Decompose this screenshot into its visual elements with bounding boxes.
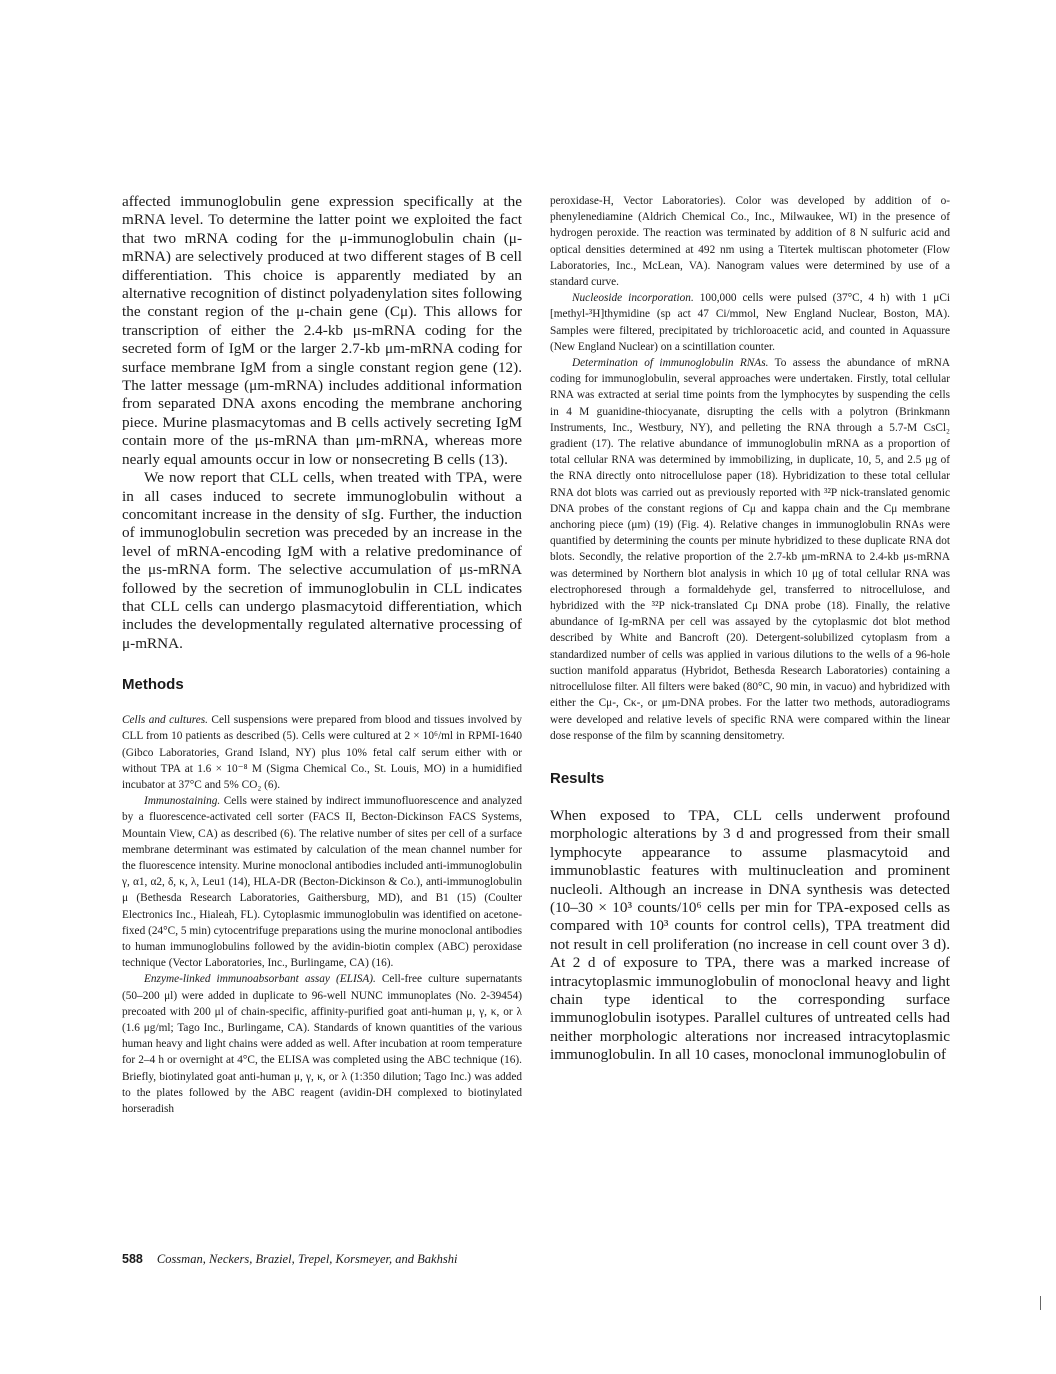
run-in-heading: Immunostaining.: [144, 795, 221, 808]
left-column: [122, 193, 522, 1117]
intro-paragraph: We now report that CLL cells, when treated with TPA, were in all cases induced to secrete immunoglobulin without a concomitant increase in the density of sIg. Further, the induction of immunoglobulin secretion was preceded by an increase in the level of mRNA-encoding IgM with a relative predominance of the μs-mRNA form. The selective accumulation of μs-mRNA followed by the secretion of immunoglobulin in CLL indicates that CLL cells can undergo plasmacytoid differentiation, which includes the developmentally regulated alternative processing of μ-mRNA.: [122, 469, 522, 652]
paragraph-body: To assess the abundance of mRNA coding for immunoglobulin, several approaches were undertaken. Firstly, total cellular RNA was extracted at serial time points from the lymphocytes by suspending the cells in 4 M guanidine-thiocyanate, disrupting the cells with a polytron (Brinkmann Instruments, Inc., Westbury, NY), and pelleting the RNA through a 5.7-M CsCl₂ gradient (17). The relative abundance of immunoglobulin mRNA as a proportion of total cellular RNA was determined by immobilizing, in duplicate, 10, 5, and 2.5 μg of the RNA directly onto nitrocellulose paper (18). Hybridization to these total cellular RNA dot blots was carried out as previously reported with ³²P nick-translated genomic DNA probes of the constant regions of Cμ and kappa chain and the Cμ membrane anchoring piece (μm) (19) (Fig. 4). Relative changes in immunoglobulin RNAs were quantified by determining the counts per minute hybridized to these duplicate RNA dot blots. Secondly, the relative proportion of the 2.7-kb μm-mRNA to 2.4-kb μs-mRNA was determined by Northern blot analysis in which 10 μg of total cellular RNA was electrophoresed through a formaldehyde gel, transferred to nitrocellulose, and hybridized with the ³²P nick-translated Cμ DNA probe (18). Finally, the relative abundance of Ig-mRNA per cell was assayed by the cytoplasmic dot blot method described by White and Bancroft (20). Detergent-solubilized cytoplasm from a standardized number of cells was applied in various dilutions to the wells of a 96-hole suction manifold apparatus (Hybridot, Bethesda Research Laboratories) containing a nitrocellulose filter. All filters were baked (80°C, 90 min, in vacuo) and hybridized with either the Cμ-, Cκ-, or μm-DNA probes. For the latter two methods, autoradiograms were developed and relative levels of specific RNA were compared within the linear dose response of the film by scanning densitometry.: [550, 357, 950, 742]
paragraph-body: Cell-free culture supernatants (50–200 μl) were added in duplicate to 96-well NUNC immunoplates (No. 2-39454) precoated with 200 μl of chain-specific, affinity-purified goat anti-human μ, γ, κ, or λ (1.6 μg/ml; Tago Inc., Burlingame, CA). Standards of known quantities of the various human heavy and light chains were added as well. After incubation at room temperature for 2–4 h or overnight at 4°C, the ELISA was completed using the ABC technique (16). Briefly, biotinylated goat anti-human μ, γ, κ, or λ (1:350 dilution; Tago Inc.) was added to the plates followed by the ABC reagent (avidin-DH complexed to biotinylated horseradish: [122, 973, 522, 1116]
paragraph-body: Cell suspensions were prepared from blood and tissues involved by CLL from 10 patients as described (5). Cells were cultured at 2 × 10⁶/ml in RPMI-1640 (Gibco Laboratories, Grand Island, NY) plus 10% fetal calf serum either with or without TPA at 1.6 × 10⁻⁸ M (Sigma Chemical Co., St. Louis, MO) in a humidified incubator at 37°C and 5% CO₂ (6).: [122, 714, 522, 791]
scan-edge-mark: [1040, 1296, 1041, 1310]
paragraph-body: 100,000 cells were pulsed (37°C, 4 h) with 1 μCi [methyl-³H]thymidine (sp act 47 Ci/mmol, New England Nuclear, Boston, MA). Samples were filtered, precipitated by trichloroacetic acid, and counted in Aquassure (New England Nuclear) on a scintillation counter.: [550, 292, 951, 353]
intro-paragraph: affected immunoglobulin gene expression specifically at the mRNA level. To determine the latter point we exploited the fact that two mRNA coding for the μ-immunoglobulin chain (μ-mRNA) are selectively produced at two different stages of B cell differentiation. This choice is apparently mediated by an alternative recognition of distinct polyadenylation sites following the constant region of the μ-chain gene (Cμ). This allows for transcription of either the 2.4-kb μs-mRNA coding for the secreted form of IgM or the larger 2.7-kb μm-mRNA coding for surface membrane IgM from a single constant region gene (12). The latter message (μm-mRNA) includes additional information from separated DNA axons encoding the membrane anchoring piece. Murine plasmacytomas and B cells actively secreting IgM contain more of the μs-mRNA than μm-mRNA, whereas more nearly equal amounts occur in low or nonsecreting B cells (13).: [122, 193, 522, 468]
page-number: 588: [122, 1252, 143, 1266]
methods-paragraph-cells-and-cultures: [122, 712, 522, 793]
methods-paragraph-nucleoside-incorporation: [550, 290, 950, 355]
run-in-heading: Enzyme-linked immunoabsorbant assay (ELISA).: [144, 973, 376, 986]
paragraph-body: Cells were stained by indirect immunofluorescence and analyzed by a fluorescence-activated cell sorter (FACS II, Becton-Dickinson FACS Systems, Mountain View, CA) as described (6). The relative number of sites per cell of a surface membrane determinant was estimated by calculation of the mean channel number for the fluorescence intensity. Murine monoclonal antibodies included anti-immunoglobulin γ, α1, α2, δ, κ, λ, Leu1 (14), HLA-DR (Becton-Dickinson & Co.), anti-immunoglobulin μ (Bethesda Research Laboratories, Gaithersburg, MD), and B1 (15) (Coulter Electronics Inc., Hialeah, FL). Cytoplasmic immunoglobulin was identified on acetone-fixed (24°C, 5 min) cytocentrifuge preparations using the murine monoclonal antibodies to human immunoglobulins followed by the avidin-biotin complex (ABC) peroxidase technique (Vector Laboratories, Inc., Burlingame, CA) (16).: [122, 795, 522, 970]
running-authors: Cossman, Neckers, Braziel, Trepel, Korsmeyer, and Bakhshi: [156, 1252, 458, 1266]
methods-paragraph-elisa: [122, 971, 522, 1117]
methods-paragraph-immunoglobulin-rnas: [550, 355, 950, 744]
results-heading: Results: [550, 769, 605, 787]
right-column: [550, 193, 950, 1065]
methods-heading: Methods: [122, 676, 184, 694]
page-footer: [122, 1252, 457, 1267]
run-in-heading: Determination of immunoglobulin RNAs.: [572, 357, 769, 370]
run-in-heading: Cells and cultures.: [122, 714, 208, 727]
results-paragraph: When exposed to TPA, CLL cells underwent profound morphologic alterations by 3 d and progressed from their small lymphocyte appearance to assume plasmacytoid and immunoblastic features with multinucleation and prominent nucleoli. Although an increase in DNA synthesis was detected (10–30 × 10³ counts/10⁶ cells per min for TPA-exposed cells as compared with 10³ counts for control cells), TPA treatment did not result in cell proliferation (no increase in cell count over 3 d). At 2 d of exposure to TPA, there was a marked increase of intracytoplasmic immunoglobulin of monoclonal heavy and light chain type identical to the corresponding surface immunoglobulin isotypes. Parallel cultures of untreated cells had neither morphologic alterations nor increased intracytoplasmic immunoglobulin. In all 10 cases, monoclonal immunoglobulin of: [550, 806, 950, 1064]
run-in-heading: Nucleoside incorporation.: [572, 292, 694, 305]
methods-paragraph-immunostaining: [122, 793, 522, 971]
continuation-paragraph: peroxidase-H, Vector Laboratories). Color was developed by addition of o-phenylenediamine (Aldrich Chemical Co., Inc., Milwaukee, WI) in the presence of hydrogen peroxide. The reaction was terminated by addition of 8 N sulfuric acid and optical densities determined at 492 nm using a Titertek multiscan photometer (Flow Laboratories, Inc., McLean, VA). Nanogram values were determined by use of a standard curve.: [550, 195, 950, 289]
